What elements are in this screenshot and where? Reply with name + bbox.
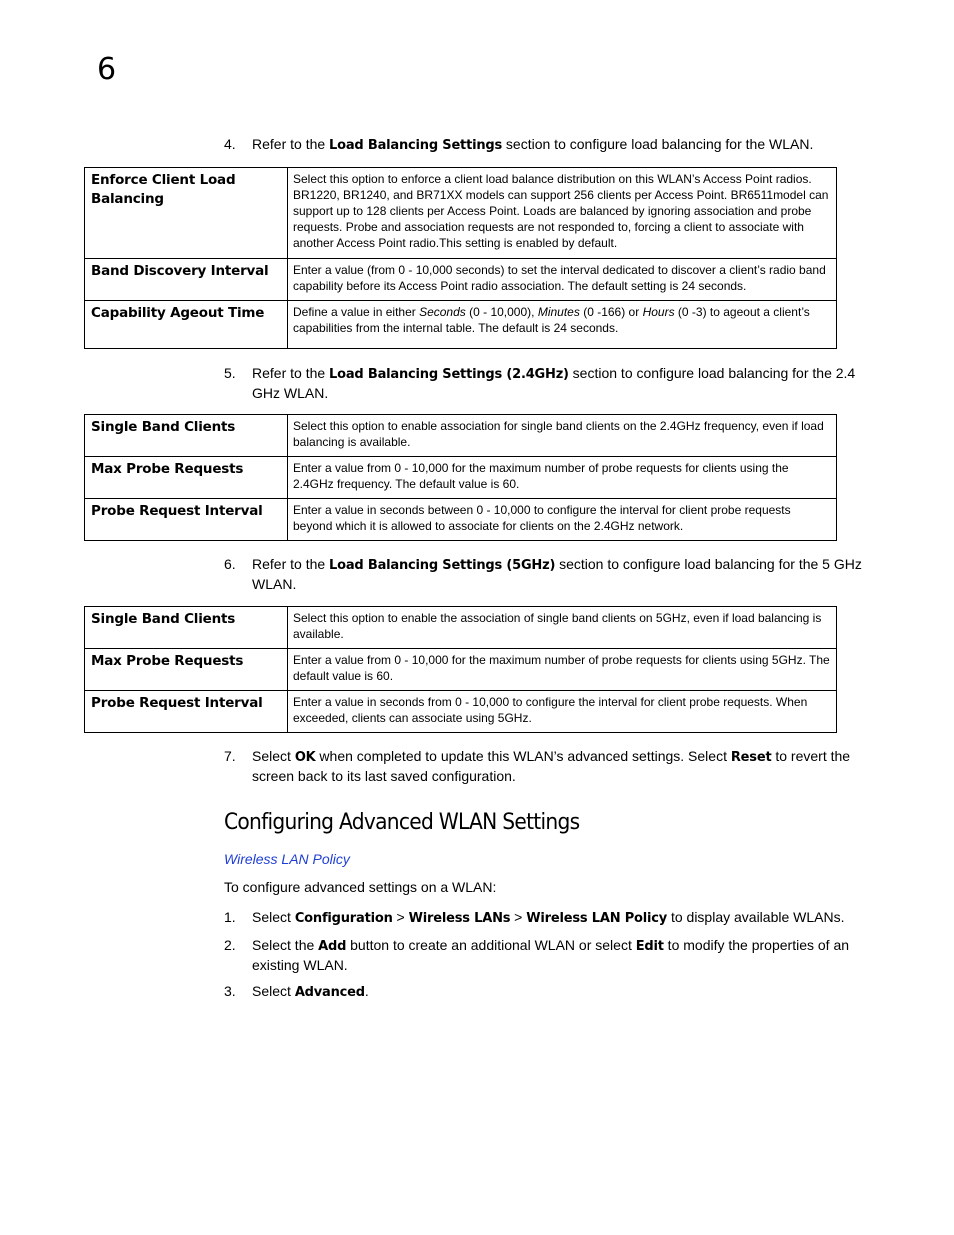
table-row (85, 649, 837, 691)
step-4 (224, 135, 869, 155)
step-7: 7. Select OK when completed to update this WLAN’s advanced settings. Select Reset to revert the screen back to its last saved configuration. (224, 748, 851, 784)
step-text: Refer to the (252, 556, 330, 572)
step-number: 1. (224, 909, 236, 925)
step-1: 1. Select Configuration > Wireless LANs > Wireless LAN Policy to display available WLANs. (224, 909, 845, 926)
table-row (85, 607, 837, 649)
setting-label: Enforce Client Load Balancing (85, 168, 288, 259)
setting-description: Enter a value from 0 - 10,000 for the maximum number of probe requests for clients using the 2.4GHz frequency. The default value is 60. (288, 457, 837, 499)
step-number: 5. (224, 365, 236, 381)
step-text: section to configure load balancing for the 2.4 GHz WLAN. (252, 365, 856, 401)
step-number: 3. (224, 983, 236, 999)
load-balancing-table (84, 167, 837, 349)
step-text: Refer to the (252, 365, 330, 381)
setting-description: Enter a value from 0 - 10,000 for the maximum number of probe requests for clients using 5GHz. The default value is 60. (288, 649, 837, 691)
step-text: Refer to the (252, 136, 330, 152)
step-5 (224, 364, 869, 403)
table-row (85, 499, 837, 541)
reset-label: Reset (730, 750, 772, 765)
setting-description: Select this option to enable the association of single band clients on 5GHz, even if load balancing is available. (288, 607, 837, 649)
step-bold-text: Load Balancing Settings (329, 138, 503, 153)
setting-label: Max Probe Requests (85, 457, 288, 499)
setting-label: Probe Request Interval (85, 691, 288, 733)
setting-label: Probe Request Interval (85, 499, 288, 541)
setting-label: Single Band Clients (85, 415, 288, 457)
step-6 (224, 555, 869, 594)
step-bold-text: Load Balancing Settings (2.4GHz) (329, 367, 569, 382)
setting-description: Enter a value in seconds from 0 - 10,000 to configure the interval for client probe requests. When exceeded, clients can associate using 5GHz. (288, 691, 837, 733)
step-2: 2. Select the Add button to create an additional WLAN or select Edit to modify the properties of an existing WLAN. (224, 937, 850, 973)
setting-label: Capability Ageout Time (85, 301, 288, 349)
setting-description: Enter a value in seconds between 0 - 10,000 to configure the interval for client probe requests beyond which it is allowed to associate for clients on the 2.4GHz network. (288, 499, 837, 541)
ok-label: OK (294, 750, 316, 765)
setting-description: Select this option to enable association for single band clients on the 2.4GHz frequency, even if load balancing is available. (288, 415, 837, 457)
table-row (85, 301, 837, 349)
table-row (85, 457, 837, 499)
step-number: 2. (224, 937, 236, 953)
table-row (85, 259, 837, 301)
step-text: section to configure load balancing for the 5 GHz WLAN. (252, 556, 862, 592)
step-text: section to configure load balancing for the WLAN. (502, 136, 814, 152)
step-number: 4. (224, 136, 236, 152)
step-number: 6. (224, 556, 236, 572)
step-bold-text: Load Balancing Settings (5GHz) (329, 558, 556, 573)
load-balancing-5ghz-table (84, 606, 837, 733)
step-number: 7. (224, 748, 236, 764)
intro-text: To configure advanced settings on a WLAN: (224, 879, 497, 895)
chapter-number: 6 (97, 52, 117, 87)
section-heading: Configuring Advanced WLAN Settings (224, 810, 580, 835)
table-row (85, 691, 837, 733)
setting-label: Max Probe Requests (85, 649, 288, 691)
setting-description: Enter a value (from 0 - 10,000 seconds) to set the interval dedicated to discover a client’s radio band capability before its Access Point radio association. The default setting is 24 seconds. (288, 259, 837, 301)
wireless-lan-policy-link[interactable]: Wireless LAN Policy (224, 851, 350, 867)
load-balancing-24ghz-table (84, 414, 837, 541)
setting-label: Single Band Clients (85, 607, 288, 649)
table-row (85, 415, 837, 457)
setting-label: Band Discovery Interval (85, 259, 288, 301)
step-3: 3. Select Advanced. (224, 983, 369, 1000)
table-row (85, 168, 837, 259)
setting-description: Select this option to enforce a client load balance distribution on this WLAN’s Access Point radios. BR1220, BR1240, and BR71XX models can support 256 clients per Access Point. BR6511model can support up to 128 clients per Access Point. Loads are balanced by ignoring association and probe requests. Probe and association requests are not responded to, forcing a client to associate with another Access Point radio.This setting is enabled by default. (288, 168, 837, 259)
setting-description: Define a value in either Seconds (0 - 10,000), Minutes (0 -166) or Hours (0 -3) to ageout a client’s capabilities from the internal table. The default is 24 seconds. (288, 301, 837, 349)
